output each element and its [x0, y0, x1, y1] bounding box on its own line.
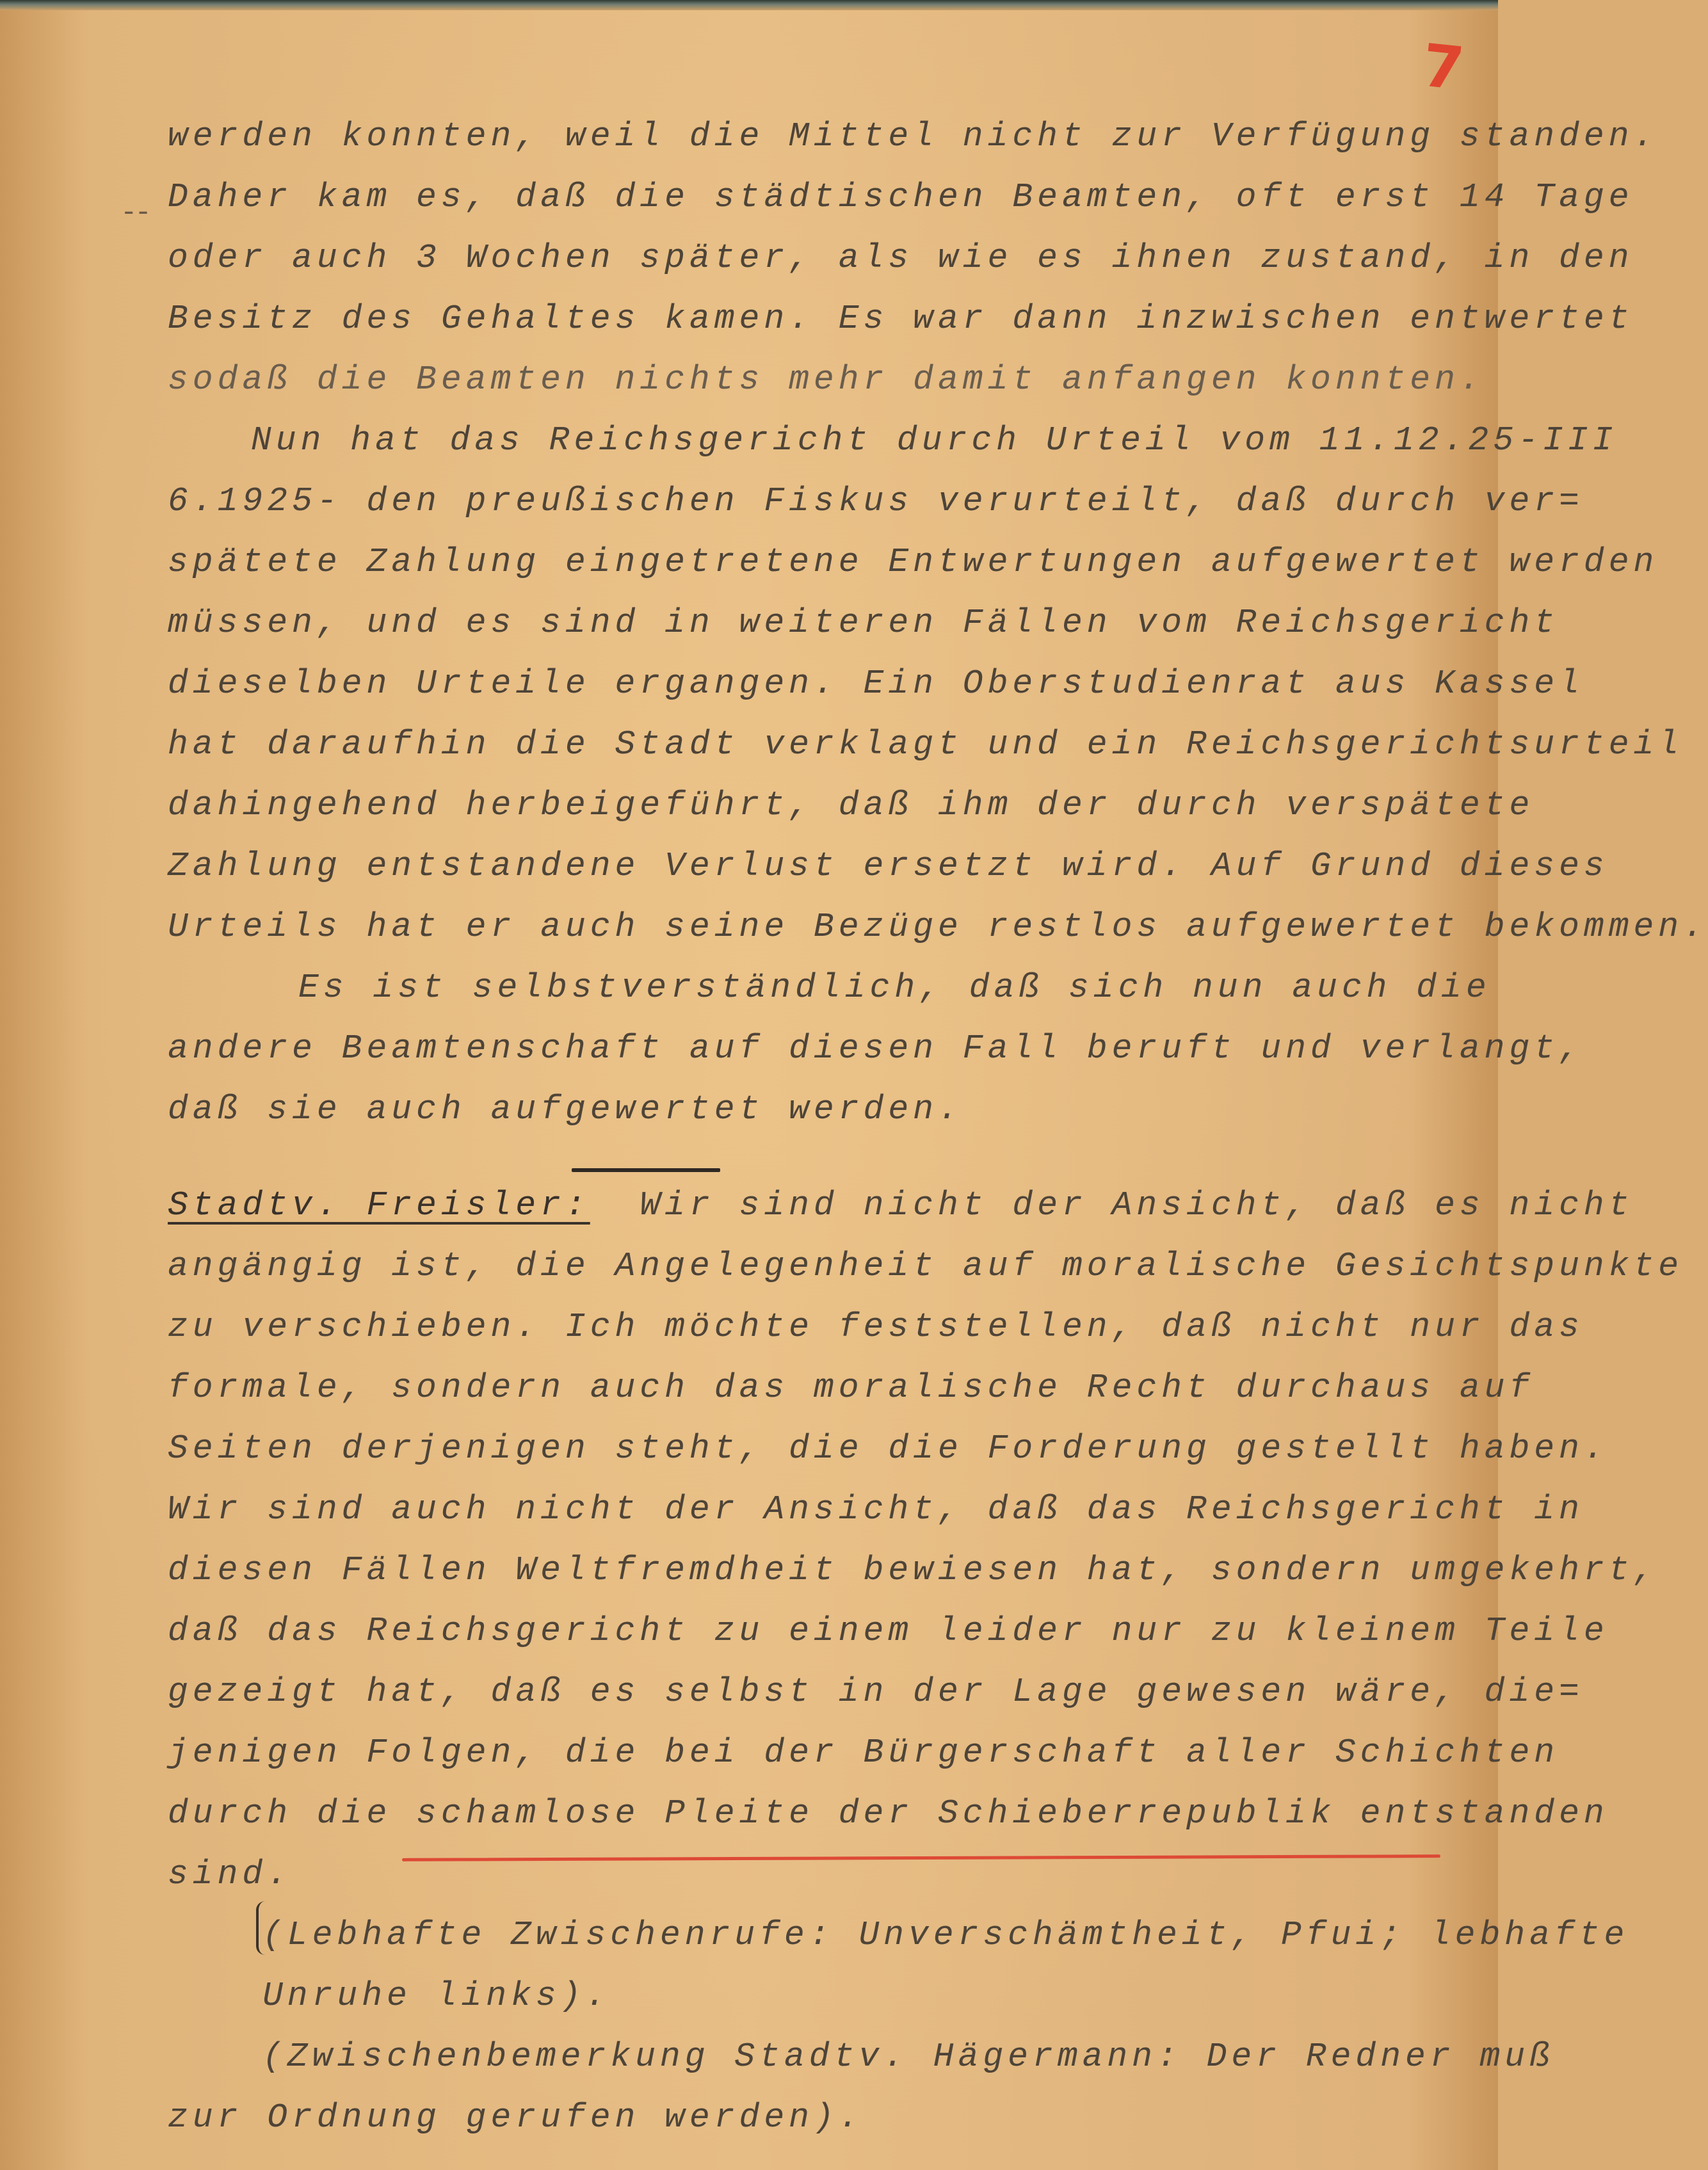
- interjection-line: Unruhe links).: [262, 1977, 611, 2015]
- text-line: andere Beamtenschaft auf diesen Fall beruft und verlangt,: [168, 1029, 1584, 1068]
- text-line: durch die schamlose Pleite der Schieberrepublik entstanden: [168, 1794, 1609, 1833]
- text-line: daß das Reichsgericht zu einem leider nur zu kleinem Teile: [168, 1612, 1609, 1650]
- text-line: diesen Fällen Weltfremdheit bewiesen hat, sondern umgekehrt,: [168, 1551, 1659, 1589]
- text-line: angängig ist, die Angelegenheit auf moralische Gesichtspunkte: [168, 1247, 1684, 1285]
- text-line: Nun hat das Reichsgericht durch Urteil vom 11.12.25-III: [251, 421, 1618, 460]
- text-line: jenigen Folgen, die bei der Bürgerschaft aller Schichten: [168, 1733, 1559, 1772]
- speech-text: Wir sind nicht der Ansicht, daß es nicht: [640, 1186, 1634, 1225]
- text-line: dahingehend herbeigeführt, daß ihm der durch verspätete: [168, 786, 1535, 824]
- text-line: formale, sondern auch das moralische Recht durchaus auf: [168, 1369, 1535, 1407]
- text-line: hat daraufhin die Stadt verklagt und ein Reichsgerichtsurteil: [168, 725, 1684, 764]
- text-line: Seiten derjenigen steht, die die Forderung gestellt haben.: [168, 1429, 1609, 1468]
- text-line: werden konnten, weil die Mittel nicht zur Verfügung standen.: [168, 117, 1659, 156]
- text-line: daß sie auch aufgewertet werden.: [168, 1090, 963, 1129]
- interjection-line: zur Ordnung gerufen werden).: [168, 2098, 864, 2137]
- page-number: 7: [1419, 31, 1467, 104]
- text-line: zu verschieben. Ich möchte feststellen, daß nicht nur das: [168, 1308, 1584, 1346]
- text-line: Daher kam es, daß die städtischen Beamten, oft erst 14 Tage: [168, 178, 1634, 216]
- speaker-line: [168, 1186, 1634, 1225]
- text-line: spätete Zahlung eingetretene Entwertungen aufgewertet werden: [168, 543, 1659, 581]
- folder-edge: [0, 0, 1498, 10]
- speaker-name: Stadtv. Freisler:: [168, 1186, 590, 1225]
- text-line: dieselben Urteile ergangen. Ein Oberstudienrat aus Kassel: [168, 664, 1584, 703]
- section-divider: [572, 1168, 720, 1172]
- text-line: 6.1925- den preußischen Fiskus verurteilt, daß durch ver=: [168, 482, 1584, 520]
- interjection-line: (Zwischenbemerkung Stadtv. Hägermann: Der Redner muß: [262, 2037, 1554, 2076]
- text-line: Zahlung entstandene Verlust ersetzt wird. Auf Grund dieses: [168, 847, 1609, 885]
- text-line: oder auch 3 Wochen später, als wie es ihnen zustand, in den: [168, 239, 1634, 277]
- text-line: gezeigt hat, daß es selbst in der Lage gewesen wäre, die=: [168, 1673, 1584, 1711]
- text-line: Wir sind auch nicht der Ansicht, daß das Reichsgericht in: [168, 1490, 1584, 1529]
- text-line: sodaß die Beamten nichts mehr damit anfangen konnten.: [168, 360, 1485, 399]
- text-line: Besitz des Gehaltes kamen. Es war dann inzwischen entwertet: [168, 300, 1634, 338]
- text-line: sind.: [168, 1855, 293, 1893]
- text-line: Es ist selbstverständlich, daß sich nun auch die: [298, 968, 1491, 1007]
- interjection-line: (Lebhafte Zwischenrufe: Unverschämtheit, Pfui; lebhafte: [262, 1916, 1629, 1954]
- text-line: Urteils hat er auch seine Bezüge restlos aufgewertet bekommen.: [168, 908, 1708, 946]
- text-line: müssen, und es sind in weiteren Fällen vom Reichsgericht: [168, 604, 1559, 642]
- margin-mark: --: [120, 197, 149, 229]
